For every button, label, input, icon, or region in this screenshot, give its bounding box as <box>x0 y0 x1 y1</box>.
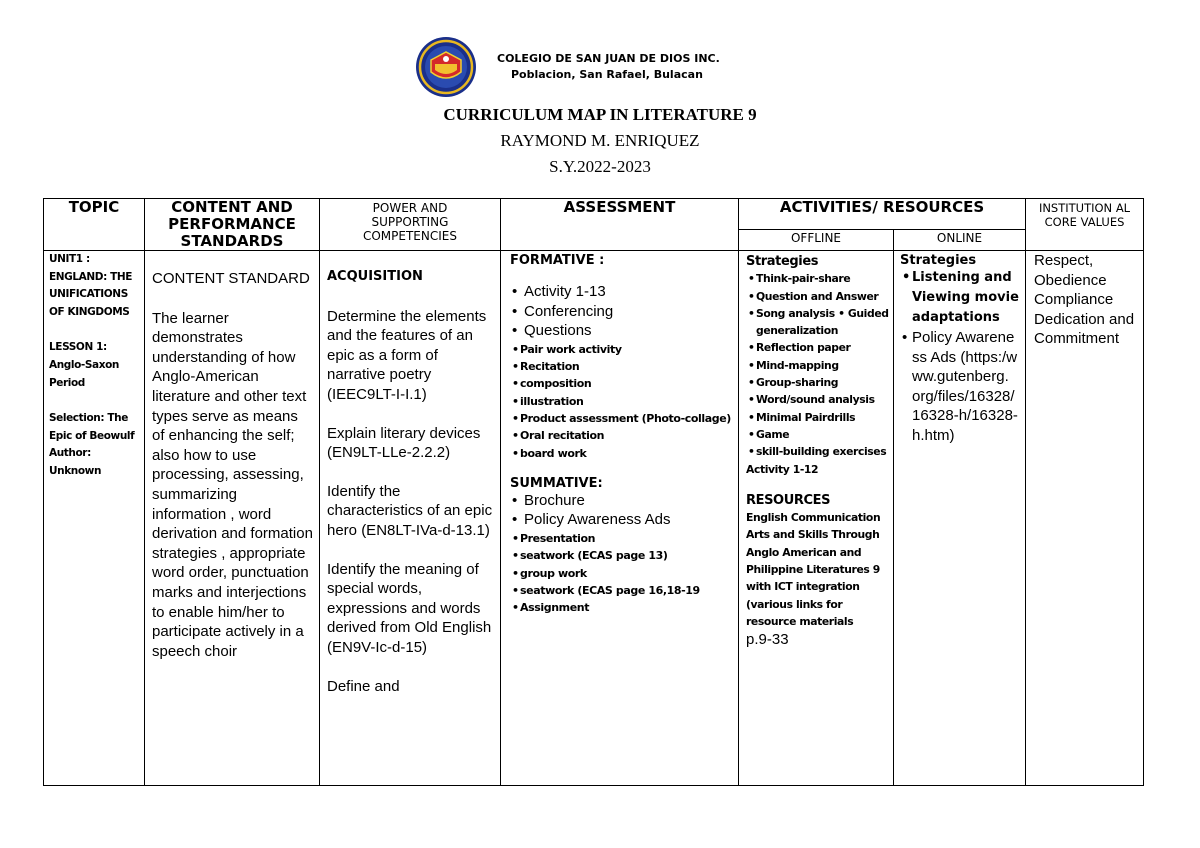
competency-item: Identify the meaning of special words, expressions and words derived from Old English (EN9V-Ic-d-15) <box>327 560 492 656</box>
online-strategies-label: Strategies <box>900 253 977 268</box>
resources-pages: p.9-33 <box>746 631 789 649</box>
summative-item: • Assignment <box>510 599 732 616</box>
formative-item: • composition <box>510 375 732 392</box>
school-seal-icon <box>415 36 477 98</box>
formative-item: • Activity 1-13 <box>510 282 732 302</box>
summative-item: • seatwork (ECAS page 13) <box>510 547 732 564</box>
resources-text: English Communication Arts and Skills Through Anglo American and Philippine Literatures 9 with ICT integration (various links for resource materials <box>746 511 881 628</box>
document-title: CURRICULUM MAP IN LITERATURE 9 <box>443 105 757 124</box>
offline-strategy: • Think-pair-share <box>746 270 889 287</box>
formative-item: • Conferencing <box>510 302 732 322</box>
unit-title: UNIT1 : ENGLAND: THE UNIFICATIONS OF KINGDOMS <box>49 253 133 318</box>
core-values-cell <box>1026 251 1144 786</box>
formative-item: • Questions <box>510 321 732 341</box>
offline-strategy: • Group-sharing <box>746 374 889 391</box>
summative-item: • seatwork (ECAS page 16,18-19 <box>510 582 732 599</box>
curriculum-map-table <box>43 198 1144 786</box>
competency-item: Identify the characteristics of an epic hero (EN8LT-IVa-d-13.1) <box>327 482 493 539</box>
document-header <box>0 0 1200 190</box>
selection-title: Selection: The Epic of Beowulf Author: Unknown <box>49 412 135 477</box>
offline-strategy: • skill-building exercises <box>746 443 889 460</box>
offline-strategy: • Reflection paper <box>746 339 889 356</box>
content-standard-heading: CONTENT STANDARD <box>152 270 310 287</box>
summative-item: • Policy Awareness Ads <box>510 510 732 530</box>
competency-item: Define and <box>327 677 400 695</box>
header-topic: TOPIC <box>44 199 145 251</box>
offline-strategy: • Mind-mapping <box>746 357 889 374</box>
offline-strategy: • Song analysis • Guided generalization <box>746 305 889 340</box>
content-standard-text: The learner demonstrates understanding of how Anglo-American literature and other text types serve as means of enhancing the self; also how to use processing, assessing, summarizing information , word derivation and formation strategies , appropriate word order, punctuation marks and interjections to enable him/her to participate actively in a speech choir <box>152 309 313 660</box>
offline-strategy: • Question and Answer <box>746 288 889 305</box>
formative-item: • Recitation <box>510 358 732 375</box>
formative-item: • Oral recitation <box>510 427 732 444</box>
offline-strategy: • Word/sound analysis <box>746 391 889 408</box>
school-year: S.Y.2022-2023 <box>549 157 651 176</box>
summative-label: SUMMATIVE: <box>510 475 603 491</box>
offline-cell <box>739 251 894 786</box>
topic-cell <box>44 251 145 786</box>
summative-item: • group work <box>510 565 732 582</box>
online-strategy: • Listening and Viewing movie adaptations <box>900 268 1021 328</box>
summative-item: • Presentation <box>510 530 732 547</box>
competency-item: Explain literary devices (EN9LT-LLe-2.2.2) <box>327 424 481 462</box>
online-cell <box>894 251 1026 786</box>
school-name: COLEGIO DE SAN JUAN DE DIOS INC. <box>497 52 720 65</box>
summative-item: • Brochure <box>510 491 732 511</box>
offline-strategy: • Minimal Pairdrills <box>746 409 889 426</box>
formative-item: • Pair work activity <box>510 341 732 358</box>
resources-label: RESOURCES <box>746 492 831 508</box>
competency-item: Determine the elements and the features of an epic as a form of narrative poetry (IEEC9LT-I-I.1) <box>327 307 487 403</box>
online-strategy: • Policy Awareness Ads (https:/www.gutenberg. org/files/16328/16328-h/16328-h.htm) <box>900 328 1021 446</box>
offline-activity: Activity 1-12 <box>746 462 819 476</box>
assessment-cell <box>501 251 739 786</box>
acquisition-heading: ACQUISITION <box>327 269 423 284</box>
formative-label: FORMATIVE : <box>510 253 605 268</box>
school-address: Poblacion, San Rafael, Bulacan <box>511 68 703 81</box>
header-online: ONLINE <box>894 229 1026 250</box>
header-core-values: INSTITUTION AL CORE VALUES <box>1026 199 1144 251</box>
content-standards-cell <box>145 251 320 786</box>
core-values-text: Respect, Obedience Compliance Dedication and Commitment <box>1034 252 1135 348</box>
header-competencies: POWER AND SUPPORTING COMPETENCIES <box>320 199 501 251</box>
competencies-cell <box>320 251 501 786</box>
formative-item: • board work <box>510 445 732 462</box>
header-assessment: ASSESSMENT <box>501 199 739 251</box>
lesson-title: LESSON 1: Anglo-Saxon Period <box>49 341 119 389</box>
header-offline: OFFLINE <box>739 229 894 250</box>
header-content-standards: CONTENT AND PERFORMANCE STANDARDS <box>145 199 320 251</box>
teacher-name: RAYMOND M. ENRIQUEZ <box>500 131 700 150</box>
offline-strategy: • Game <box>746 426 889 443</box>
formative-item: • illustration <box>510 393 732 410</box>
offline-strategies-label: Strategies <box>746 254 819 269</box>
formative-item: • Product assessment (Photo-collage) <box>510 410 732 427</box>
header-activities-resources: ACTIVITIES/ RESOURCES <box>739 199 1026 230</box>
